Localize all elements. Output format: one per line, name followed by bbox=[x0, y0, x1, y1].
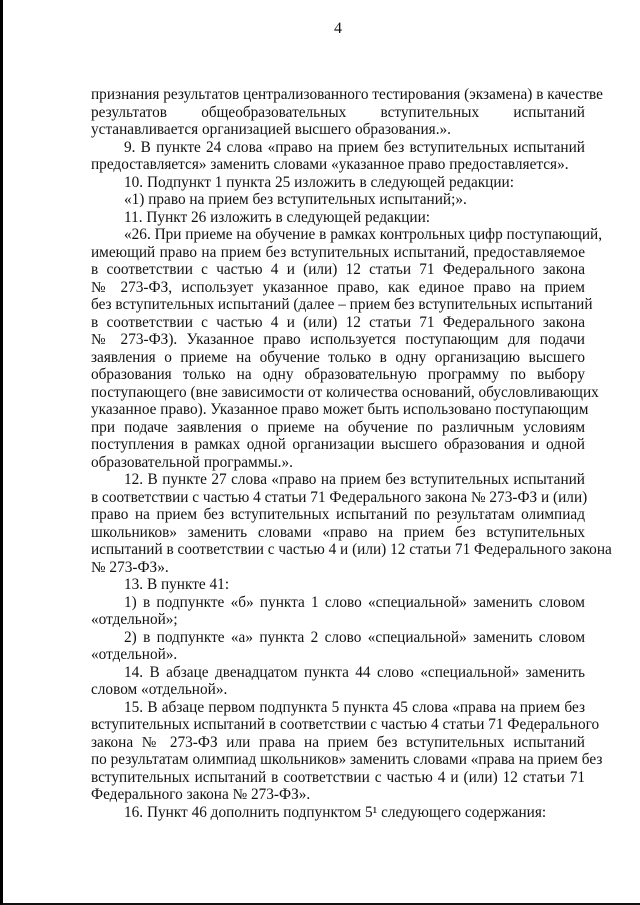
document-body bbox=[91, 86, 612, 821]
paragraph bbox=[91, 209, 585, 227]
paragraph bbox=[91, 191, 585, 209]
text-line: Федерального закона № 273-ФЗ». bbox=[91, 786, 311, 803]
text-line: имеющий право на прием без вступительных испытаний, предоставляемое bbox=[91, 243, 585, 261]
paragraph bbox=[91, 576, 585, 594]
text-line: при подаче заявления о приеме на обучение по различным условиям bbox=[91, 418, 585, 436]
text-line: 9. В пункте 24 слова «право на прием без вступительных испытаний bbox=[124, 138, 585, 156]
text-line: 13. В пункте 41: bbox=[124, 576, 230, 593]
text-line: 12. В пункте 27 слова «право на прием без вступительных испытаний bbox=[124, 471, 585, 488]
text-line: поступления в рамках одной организации высшего образования и одной bbox=[91, 436, 585, 453]
text-line: указанное право). Указанное право может быть использовано поступающим bbox=[91, 401, 589, 418]
text-line: в соответствии с частью 4 статьи 71 Федерального закона № 273-ФЗ и (или) bbox=[91, 488, 588, 506]
text-line: образовательной программы.». bbox=[91, 453, 293, 471]
text-line: 1) в подпункте «б» пункта 1 слово «специальной» заменить словом bbox=[124, 593, 585, 611]
text-line: вступительных испытаний в соответствии с частью 4 и (или) 12 статьи 71 bbox=[91, 768, 585, 786]
text-line: право на прием без вступительных испытаний по результатам олимпиад bbox=[91, 506, 585, 523]
paragraph bbox=[91, 471, 612, 576]
text-line: 2) в подпункте «а» пункта 2 слово «специальной» заменить словом bbox=[124, 628, 585, 646]
paragraph bbox=[91, 86, 603, 139]
text-line: 16. Пункт 46 дополнить подпунктом 5¹ следующего содержания: bbox=[124, 803, 547, 821]
paragraph bbox=[91, 174, 585, 192]
text-line: 11. Пункт 26 изложить в следующей редакции: bbox=[124, 208, 431, 226]
text-line: закона № 273-ФЗ или права на прием без вступительных испытаний bbox=[91, 733, 585, 751]
text-line: «26. При приеме на обучение в рамках контрольных цифр поступающий, bbox=[124, 226, 603, 243]
text-line: результатов общеобразовательных вступительных испытаний bbox=[91, 103, 585, 121]
text-line: в соответствии с частью 4 и (или) 12 статьи 71 Федерального закона bbox=[91, 261, 585, 278]
paragraph bbox=[91, 226, 603, 471]
text-line: поступающего (вне зависимости от количества оснований, обусловливающих bbox=[91, 383, 599, 401]
paragraph bbox=[91, 698, 603, 804]
text-line: испытаний в соответствии с частью 4 и (или) 12 статьи 71 Федерального закона bbox=[91, 541, 612, 558]
text-line: № 273-ФЗ). Указанное право используется поступающим для подачи bbox=[91, 331, 585, 348]
text-line: без вступительных испытаний (далее – прием без вступительных испытаний bbox=[91, 296, 593, 313]
text-line: «1) право на прием без вступительных испытаний;». bbox=[124, 191, 467, 208]
text-line: «отдельной»; bbox=[91, 611, 178, 628]
text-line: 15. В абзаце первом подпункта 5 пункта 45 слова «права на прием без bbox=[124, 698, 585, 716]
text-line: признания результатов централизованного тестирования (экзамена) в качестве bbox=[91, 86, 603, 103]
text-line: № 273-ФЗ, использует указанное право, как единое право на прием bbox=[91, 278, 585, 296]
paragraph bbox=[91, 664, 585, 699]
paragraph bbox=[91, 629, 585, 664]
text-line: «отдельной». bbox=[91, 646, 178, 663]
text-line: в соответствии с частью 4 и (или) 12 статьи 71 Федерального закона bbox=[91, 313, 585, 331]
text-line: 10. Подпункт 1 пункта 25 изложить в следующей редакции: bbox=[124, 173, 514, 191]
text-line: № 273-ФЗ». bbox=[91, 558, 169, 576]
paragraph bbox=[91, 594, 585, 629]
text-line: образования только на одну образовательную программу по выбору bbox=[91, 366, 585, 383]
text-line: вступительных испытаний в соответствии с частью 4 статьи 71 Федерального bbox=[91, 716, 600, 733]
text-line: предоставляется» заменить словами «указанное право предоставляется». bbox=[91, 156, 569, 173]
page-number: 4 bbox=[334, 20, 342, 37]
text-line: по результатам олимпиад школьников» заменить словами «права на прием без bbox=[91, 751, 603, 768]
text-line: заявления о приеме на обучение только в одну организацию высшего bbox=[91, 348, 585, 366]
text-line: словом «отдельной». bbox=[91, 681, 228, 698]
text-line: школьников» заменить словами «право на прием без вступительных bbox=[91, 523, 585, 541]
paragraph bbox=[91, 139, 585, 174]
text-line: 14. В абзаце двенадцатом пункта 44 слово «специальной» заменить bbox=[124, 663, 585, 681]
paragraph bbox=[91, 804, 585, 822]
text-line: устанавливается организацией высшего образования.». bbox=[91, 121, 451, 138]
